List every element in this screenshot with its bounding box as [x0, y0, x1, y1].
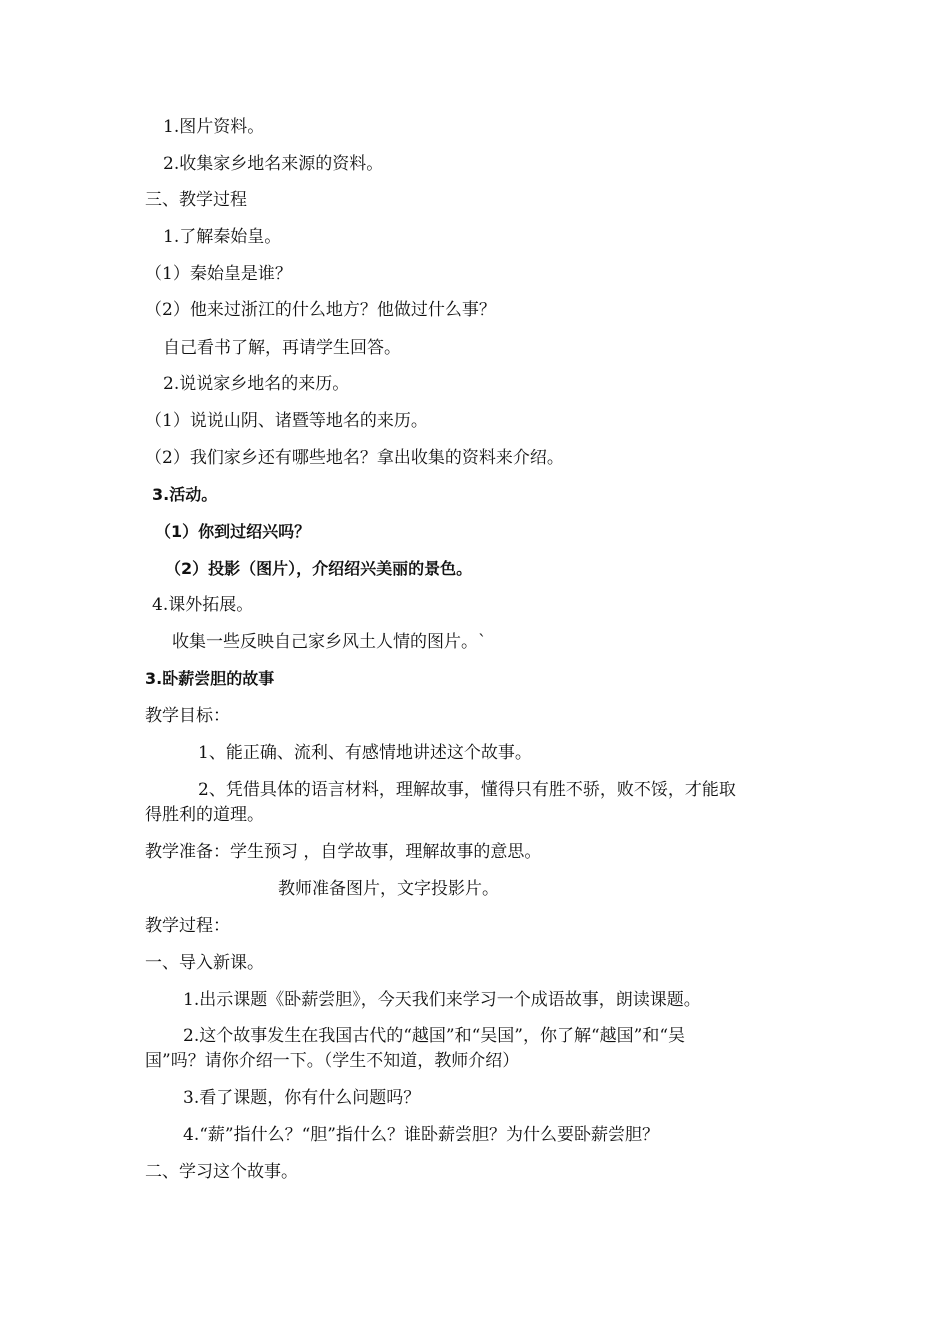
text-line: 2、凭借具体的语言材料，理解故事，懂得只有胜不骄，败不馁，才能取 — [198, 780, 736, 800]
text-line: 2.这个故事发生在我国古代的“越国”和“吴国”，你了解“越国”和“吴 — [183, 1026, 686, 1046]
text-line: （1）秦始皇是谁？ — [145, 264, 292, 284]
text-line: 教学准备：学生预习 ，自学故事，理解故事的意思。 — [145, 842, 542, 862]
text-line: 3.看了课题，你有什么问题吗？ — [183, 1088, 421, 1108]
lesson-title: 3.卧薪尝胆的故事 — [145, 669, 275, 688]
text-line: 收集一些反映自己家乡风土人情的图片。` — [172, 632, 487, 652]
text-line: （2）他来过浙江的什么地方？他做过什么事？ — [145, 300, 496, 320]
text-line: 1.了解秦始皇。 — [163, 227, 282, 247]
text-line: 1.图片资料。 — [163, 117, 265, 137]
text-line: 2.收集家乡地名来源的资料。 — [163, 154, 384, 174]
section-heading: 三、教学过程 — [145, 190, 247, 210]
text-line: 3.活动。 — [152, 485, 218, 504]
section-heading: 一、导入新课。 — [145, 953, 264, 973]
text-line: （2）投影（图片），介绍绍兴美丽的景色。 — [165, 559, 473, 578]
text-line: 4.“薪”指什么？“胆”指什么？谁卧薪尝胆？为什么要卧薪尝胆？ — [183, 1125, 659, 1145]
section-heading: 二、学习这个故事。 — [145, 1162, 298, 1182]
text-line: 教学过程： — [145, 916, 230, 936]
text-line: （2）我们家乡还有哪些地名？拿出收集的资料来介绍。 — [145, 448, 564, 468]
text-line: 教学目标： — [145, 706, 230, 726]
text-line: 4.课外拓展。 — [152, 595, 254, 615]
text-line: （1）你到过绍兴吗？ — [155, 522, 311, 541]
text-line: 自己看书了解，再请学生回答。 — [163, 338, 401, 358]
text-line: 得胜利的道理。 — [145, 805, 264, 825]
text-line: 教师准备图片，文字投影片。 — [278, 879, 499, 899]
text-line: 1、能正确、流利、有感情地讲述这个故事。 — [198, 743, 532, 763]
text-line: （1）说说山阴、诸暨等地名的来历。 — [145, 411, 428, 431]
text-line: 国”吗？请你介绍一下。（学生不知道，教师介绍） — [145, 1051, 520, 1071]
text-line: 1.出示课题《卧薪尝胆》，今天我们来学习一个成语故事，朗读课题。 — [183, 990, 701, 1010]
text-line: 2.说说家乡地名的来历。 — [163, 374, 350, 394]
